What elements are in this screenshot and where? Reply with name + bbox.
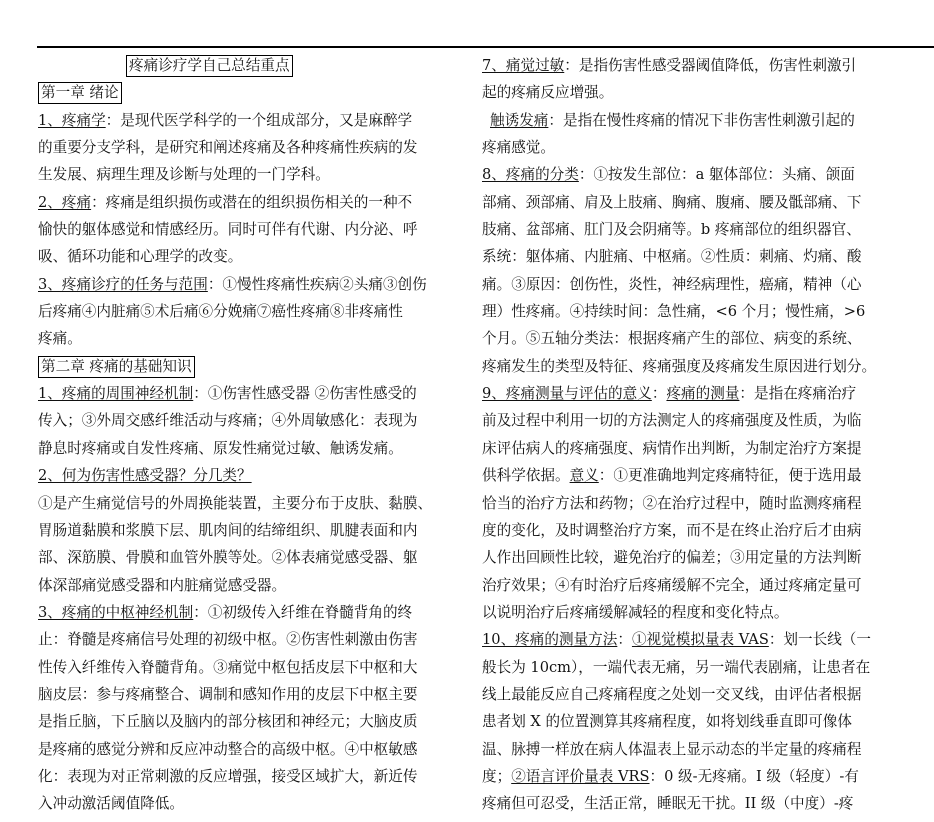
paragraph-line: 肢痛、盆部痛、肛门及会阴痛等。b 疼痛部位的组织器官、 xyxy=(482,221,861,239)
paragraph-line: 床评估病人的疼痛强度、病情作出判断，为制定治疗方案提 xyxy=(482,439,862,457)
paragraph-line: 3、疼痛的中枢神经机制：①初级传入纤维在脊髓背角的终 xyxy=(38,603,413,621)
paragraph-line: 生发展、病理生理及诊断与处理的一门学科。 xyxy=(38,166,330,184)
paragraph-line: 化：表现为对正常刺激的反应增强，接受区域扩大，新近传 xyxy=(38,767,418,785)
term-meaning: 意义 xyxy=(569,467,599,485)
paragraph-line: 10、疼痛的测量方法：①视觉模拟量表 VAS：划一长线（一 xyxy=(482,631,871,649)
paragraph-line: 静息时疼痛或自发性疼痛、原发性痛觉过敏、触诱发痛。 xyxy=(38,439,403,457)
paragraph-line: 以说明治疗后疼痛缓解减轻的程度和变化特点。 xyxy=(482,603,789,621)
paragraph-line: 患者划 X 的位置测算其疼痛程度，如将划线垂直即可像体 xyxy=(482,713,852,731)
paragraph-line: 体深部痛觉感受器和内脏痛觉感受器。 xyxy=(38,576,287,594)
paragraph-line: 2、疼痛：疼痛是组织损伤或潜在的组织损伤相关的一种不 xyxy=(38,193,413,211)
paragraph-line: 治疗效果；④有时治疗后疼痛缓解不完全，通过疼痛定量可 xyxy=(482,576,862,594)
paragraph-line: 供科学依据。意义：①更准确地判定疼痛特征，便于选用最 xyxy=(482,467,862,485)
paragraph-line: 前及过程中利用一切的方法测定人的疼痛强度及性质，为临 xyxy=(482,412,862,430)
chapter-2-heading-line xyxy=(38,353,448,380)
paragraph-line: 起的疼痛反应增强。 xyxy=(482,84,614,102)
paragraph-line: 7、痛觉过敏：是指伤害性感受器阈值降低，伤害性刺激引 xyxy=(482,57,857,74)
paragraph-line: 度的变化，及时调整治疗方案，而不是在终止治疗后才由病 xyxy=(482,521,862,539)
term-task-scope: 3、疼痛诊疗的任务与范围 xyxy=(38,275,208,293)
paragraph-line: 3、疼痛诊疗的任务与范围：①慢性疼痛性疾病②头痛③创伤 xyxy=(38,275,427,293)
term-vrs: ②语言评价量表 VRS xyxy=(511,767,650,785)
paragraph-line: 触诱发痛：是指在慢性疼痛的情况下非伤害性刺激引起的 xyxy=(490,111,855,129)
term-nociceptor-question: 2、何为伤害性感受器？分几类？ xyxy=(38,467,252,485)
paragraph-line: 疼痛。 xyxy=(38,330,82,348)
chapter-1-heading-line xyxy=(38,79,448,106)
right-column xyxy=(482,52,893,818)
paragraph-line: 系统：躯体痛、内脏痛、中枢痛。②性质：刺痛、灼痛、酸 xyxy=(482,248,862,266)
paragraph-line: 痛。③原因：创伤性，炎性，神经病理性，癌痛，精神（心 xyxy=(482,275,862,293)
paragraph-line: 8、疼痛的分类：①按发生部位：a 躯体部位：头痛、颌面 xyxy=(482,166,855,184)
paragraph-line: 般长为 10cm），一端代表无痛，另一端代表剧痛，让患者在 xyxy=(482,658,871,676)
left-column xyxy=(38,52,448,818)
paragraph-line: 愉快的躯体感觉和情感经历。同时可伴有代谢、内分泌、呼 xyxy=(38,221,418,239)
term-hyperalgesia: 7、痛觉过敏 xyxy=(482,57,565,74)
paragraph-line: 部痛、颈部痛、肩及上肢痛、胸痛、腹痛、腰及骶部痛、下 xyxy=(482,193,862,211)
paragraph-line: ①是产生痛觉信号的外周换能装置，主要分布于皮肤、黏膜、 xyxy=(38,494,433,512)
paragraph-line: 1、疼痛学：是现代医学科学的一个组成部分，又是麻醉学 xyxy=(38,111,413,129)
document-title: 疼痛诊疗学自己总结重点 xyxy=(126,55,293,77)
term-pain-classification: 8、疼痛的分类 xyxy=(482,166,579,184)
paragraph-line: 是疼痛的感觉分辨和反应冲动整合的高级中枢。④中枢敏感 xyxy=(38,740,418,758)
paragraph-line: 线上最能反应自己疼痛程度之处划一交叉线，由评估者根据 xyxy=(482,685,862,703)
paragraph-line: 脑皮层：参与疼痛整合、调制和感知作用的皮层下中枢主要 xyxy=(38,685,418,703)
paragraph-line: 部、深筋膜、骨膜和血管外膜等处。②体表痛觉感受器、躯 xyxy=(38,549,418,567)
paragraph-line: 的重要分支学科，是研究和阐述疼痛及各种疼痛性疾病的发 xyxy=(38,139,418,157)
document-title-line xyxy=(38,52,448,79)
paragraph-line: 恰当的治疗方法和药物；②在治疗过程中，随时监测疼痛程 xyxy=(482,494,862,512)
chapter-1-heading: 第一章 绪论 xyxy=(38,82,122,104)
paragraph-line: 性传入纤维传入脊髓背角。③痛觉中枢包括皮层下中枢和大 xyxy=(38,658,418,676)
paragraph-line: 疼痛但可忍受，生活正常，睡眠无干扰。II 级（中度）-疼 xyxy=(482,795,854,813)
paragraph-line: 疼痛感觉。 xyxy=(482,139,555,157)
paragraph-line: 传入；③外周交感纤维活动与疼痛；④外周敏感化：表现为 xyxy=(38,412,418,430)
paragraph-line: 9、疼痛测量与评估的意义：疼痛的测量：是指在疼痛治疗 xyxy=(482,385,857,403)
term-vas: ①视觉模拟量表 VAS xyxy=(631,631,769,649)
paragraph-line: 吸、循环功能和心理学的改变。 xyxy=(38,248,243,266)
top-rule xyxy=(37,46,934,48)
paragraph-line: 疼痛发生的类型及特征、疼痛强度及疼痛发生原因进行划分。 xyxy=(482,357,877,375)
term-central-mechanism: 3、疼痛的中枢神经机制 xyxy=(38,603,194,621)
term-measurement-significance: 9、疼痛测量与评估的意义 xyxy=(482,385,652,403)
term-pain-measurement: 疼痛的测量 xyxy=(666,385,740,403)
paragraph-line: 个月。⑤五轴分类法：根据疼痛产生的部位、病变的系统、 xyxy=(482,330,862,348)
paragraph-line: 胃肠道黏膜和浆膜下层、肌肉间的结缔组织、肌腱表面和内 xyxy=(38,521,418,539)
paragraph-line: 后疼痛④内脏痛⑤术后痛⑥分娩痛⑦癌性疼痛⑧非疼痛性 xyxy=(38,303,403,321)
term-pain: 2、疼痛 xyxy=(38,193,92,211)
term-measurement-methods: 10、疼痛的测量方法 xyxy=(482,631,618,649)
term-pain-science: 1、疼痛学 xyxy=(38,111,106,129)
paragraph-line: 是指丘脑，下丘脑以及脑内的部分核团和神经元；大脑皮质 xyxy=(38,713,418,731)
chapter-2-heading: 第二章 疼痛的基础知识 xyxy=(38,356,195,378)
paragraph-line xyxy=(38,462,448,489)
paragraph-line: 理）性疼痛。④持续时间：急性痛，<6 个月；慢性痛，>6 xyxy=(482,303,866,321)
paragraph-line: 止：脊髓是疼痛信号处理的初级中枢。②伤害性刺激由伤害 xyxy=(38,631,418,649)
paragraph-line: 度；②语言评价量表 VRS：0 级-无疼痛。I 级（轻度）-有 xyxy=(482,767,859,785)
term-allodynia: 触诱发痛 xyxy=(490,111,549,129)
paragraph-line: 人作出回顾性比较，避免治疗的偏差；③用定量的方法判断 xyxy=(482,549,862,567)
term-peripheral-mechanism: 1、疼痛的周围神经机制 xyxy=(38,385,194,403)
paragraph-line: 温、脉搏一样放在病人体温表上显示动态的半定量的疼痛程 xyxy=(482,740,862,758)
paragraph-line: 1、疼痛的周围神经机制：①伤害性感受器 ②伤害性感受的 xyxy=(38,385,417,403)
paragraph-line: 入冲动激活阈值降低。 xyxy=(38,795,184,813)
